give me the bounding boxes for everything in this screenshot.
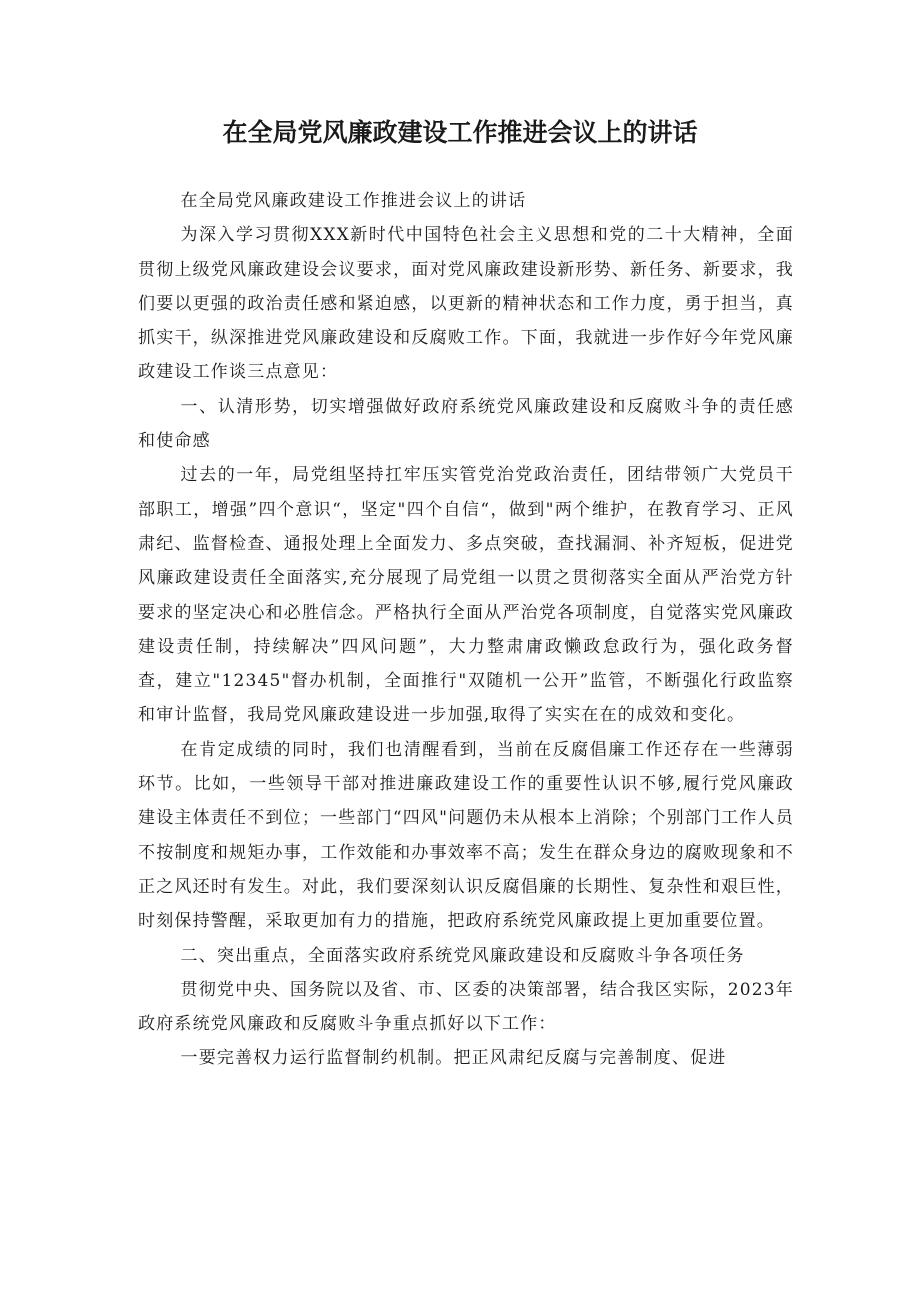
section-heading-2: 二、突出重点，全面落实政府系统党风廉政建设和反腐败斗争各项任务 [180, 945, 745, 966]
paragraph-weaknesses: 在肯定成绩的同时，我们也清醒看到，当前在反腐倡廉工作还存在一些薄弱环节。比如，一些领导干部对推进廉政建设工作的重要性认识不够,履行党风廉政建设主体责任不到位；一些部门“四风"问题仍未从根本上消除；个别部门工作人员不按制度和规矩办事，工作效能和办事效率不高；发生在群众身边的腐败现象和不正之风还时有发生。对此，我们要深刻认识反腐倡廉的长期性、复杂性和艰巨性，时刻保持警醒，采取更加有力的措施，把政府系统党风廉政提上更加重要位置。 [138, 739, 794, 932]
paragraph-intro: 为深入学习贯彻XXX新时代中国特色社会主义思想和党的二十大精神，全面贯彻上级党风廉政建设会议要求，面对党风廉政建设新形势、新任务、新要求，我们要以更强的政治责任感和紧迫感，以更新的精神状态和工作力度，勇于担当，真抓实干，纵深推进党风廉政建设和反腐败工作。下面，我就进一步作好今年党风廉政建设工作谈三点意见： [138, 225, 794, 383]
paragraph-priorities: 贯彻党中央、国务院以及省、市、区委的决策部署，结合我区实际，2023年政府系统党风廉政和反腐败斗争重点抓好以下工作： [138, 979, 794, 1035]
paragraph-achievements: 过去的一年，局党组坚持扛牢压实管党治党政治责任，团结带领广大党员干部职工，增强”四个意识“，坚定"四个自信“，做到"两个维护，在教育学习、正风肃纪、监督检查、通报处理上全面发力、多点突破，查找漏洞、补齐短板，促进党风廉政建设责任全面落实,充分展现了局党组一以贯之贯彻落实全面从严治党方针要求的坚定决心和必胜信念。严格执行全面从严治党各项制度，自觉落实党风廉政建设责任制，持续解决”四风问题”，大力整肃庸政懒政怠政行为，强化政务督查，建立"12345"督办机制，全面推行"双随机一公开”监管，不断强化行政监察和审计监督，我局党风廉政建设进一步加强,取得了实实在在的成效和变化。 [138, 465, 794, 726]
paragraph-subtitle: 在全局党风廉政建设工作推进会议上的讲话 [180, 191, 527, 211]
section-heading-1: 一、认清形势，切实增强做好政府系统党风廉政建设和反腐败斗争的责任感和使命感 [138, 396, 794, 452]
document-title: 在全局党风廉政建设工作推进会议上的讲话 [222, 118, 698, 147]
paragraph-point-1: 一要完善权力运行监督制约机制。把正风肃纪反腐与完善制度、促进 [180, 1048, 727, 1069]
document-body [138, 184, 794, 1076]
